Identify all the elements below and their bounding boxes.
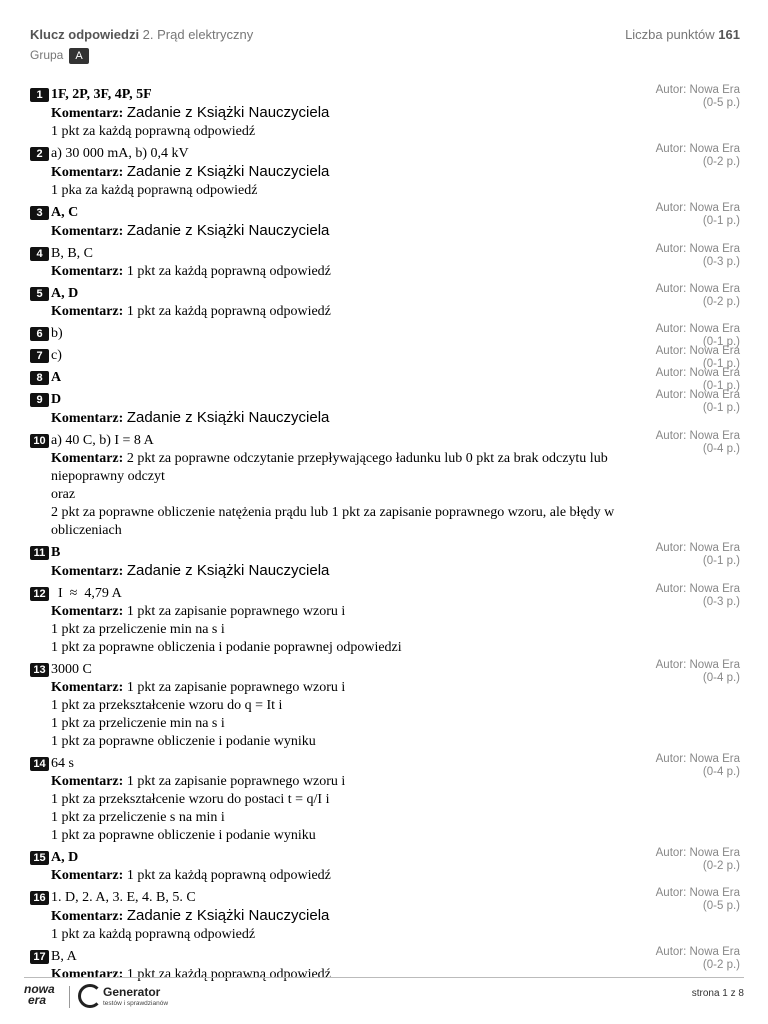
- task-author: Autor: Nowa Era: [655, 367, 740, 379]
- task-answer: I ≈ 4,79 A: [51, 586, 122, 601]
- comment-text: 1 pkt za przekształcenie wzoru do postaci t = q/I i: [51, 792, 330, 807]
- comment-line: [51, 303, 641, 321]
- task-points: (0-1 p.): [702, 402, 740, 414]
- page-header: [30, 27, 740, 42]
- task-answer: B: [51, 545, 61, 560]
- comment-line: [51, 639, 641, 657]
- task-item: [30, 948, 740, 984]
- task-author: Autor: Nowa Era: [655, 659, 740, 671]
- task-author: Autor: Nowa Era: [655, 283, 740, 295]
- comment-label: Komentarz:: [51, 967, 124, 982]
- comment-line: [51, 222, 641, 241]
- task-number: 3: [30, 206, 49, 220]
- comment-label: Komentarz:: [51, 680, 124, 695]
- task-number: 17: [30, 950, 49, 964]
- comment-text: 1 pkt za każdą poprawną odpowiedź: [51, 124, 256, 139]
- task-answer: b): [51, 326, 63, 341]
- comment-text: 1 pkt za poprawne obliczenie i podanie wyniku: [51, 828, 316, 843]
- task-answer: a) 30 000 mA, b) 0,4 kV: [51, 146, 189, 161]
- comment-text: 1 pkt za każdą poprawną odpowiedź: [126, 264, 331, 279]
- comment-text: 1 pkt za zapisanie poprawnego wzoru i: [126, 604, 346, 619]
- task-meta: [656, 753, 740, 779]
- comment-line: [51, 450, 641, 486]
- task-comment: [51, 163, 641, 200]
- task-points: (0-2 p.): [702, 860, 740, 872]
- comment-line: [51, 809, 641, 827]
- task-meta: [656, 283, 740, 309]
- comment-text: 1 pkt za przeliczenie min na s i: [51, 622, 225, 637]
- group-indicator: [30, 48, 89, 64]
- task-item: [30, 204, 740, 241]
- comment-text: 1 pkt za każdą poprawną odpowiedź: [126, 868, 331, 883]
- comment-line: [51, 182, 641, 200]
- task-number: 6: [30, 327, 49, 341]
- comment-line: [51, 926, 641, 944]
- task-answer: 1F, 2P, 3F, 4P, 5F: [51, 87, 152, 102]
- logo-line-2: era: [28, 993, 47, 1007]
- comment-line: [51, 715, 641, 733]
- task-comment: [51, 603, 641, 657]
- task-answer: 3000 C: [51, 662, 92, 677]
- points-value: 161: [718, 27, 740, 42]
- task-answer: A, C: [51, 205, 79, 220]
- comment-text: 1 pkt za przeliczenie s na min i: [51, 810, 225, 825]
- task-item: [30, 391, 740, 428]
- generator-title: Generator: [103, 985, 161, 999]
- task-item: [30, 432, 740, 540]
- task-points: (0-4 p.): [702, 766, 740, 778]
- task-comment: [51, 303, 641, 321]
- comment-label: Komentarz:: [51, 604, 124, 619]
- nowa-era-logo: [24, 984, 55, 1006]
- task-comment: [51, 409, 641, 428]
- comment-label: Komentarz:: [51, 411, 124, 426]
- task-points: (0-2 p.): [702, 959, 740, 971]
- comment-text: 1 pkt za poprawne obliczenia i podanie poprawnej odpowiedzi: [51, 640, 402, 655]
- comment-label: Komentarz:: [51, 909, 124, 924]
- comment-line: [51, 486, 641, 504]
- task-number: 7: [30, 349, 49, 363]
- task-meta: [656, 887, 740, 913]
- task-comment: [51, 263, 641, 281]
- task-item: [30, 367, 740, 392]
- comment-line: [51, 621, 641, 639]
- comment-text: 1 pkt za poprawne obliczenie i podanie wyniku: [51, 734, 316, 749]
- points-total: [625, 27, 740, 42]
- comment-source: Zadanie z Książki Nauczyciela: [126, 222, 330, 239]
- comment-text: 1 pkt za przekształcenie wzoru do q = It i: [51, 698, 283, 713]
- task-points: (0-1 p.): [702, 380, 740, 392]
- task-author: Autor: Nowa Era: [655, 243, 740, 255]
- task-author: Autor: Nowa Era: [655, 84, 740, 96]
- task-points: (0-4 p.): [702, 443, 740, 455]
- task-answer: a) 40 C, b) I = 8 A: [51, 433, 154, 448]
- task-comment: [51, 104, 641, 141]
- task-points: (0-1 p.): [702, 358, 740, 370]
- task-author: Autor: Nowa Era: [655, 143, 740, 155]
- task-meta: [656, 143, 740, 169]
- comment-label: Komentarz:: [51, 264, 124, 279]
- comment-line: [51, 409, 641, 428]
- task-comment: [51, 867, 641, 885]
- task-comment: [51, 773, 641, 845]
- task-points: (0-1 p.): [702, 215, 740, 227]
- task-number: 12: [30, 587, 49, 601]
- task-number: 1: [30, 88, 49, 102]
- task-item: [30, 323, 740, 348]
- comment-line: [51, 733, 641, 751]
- task-meta: [656, 243, 740, 269]
- task-answer: c): [51, 348, 62, 363]
- task-points: (0-1 p.): [702, 555, 740, 567]
- comment-line: [51, 263, 641, 281]
- task-answer: D: [51, 392, 62, 407]
- comment-line: [51, 773, 641, 791]
- comment-label: Komentarz:: [51, 451, 124, 466]
- doc-title-bold: Klucz odpowiedzi: [30, 27, 140, 42]
- task-author: Autor: Nowa Era: [655, 847, 740, 859]
- generator-g-icon: [78, 984, 102, 1008]
- comment-line: [51, 603, 641, 621]
- task-points: (0-1 p.): [702, 336, 740, 348]
- comment-line: [51, 907, 641, 926]
- comment-text: 1 pkt za każdą poprawną odpowiedź: [51, 927, 256, 942]
- task-item: [30, 849, 740, 885]
- task-points: (0-3 p.): [702, 256, 740, 268]
- comment-line: [51, 504, 641, 540]
- task-answer: 1. D, 2. A, 3. E, 4. B, 5. C: [51, 890, 196, 905]
- page-footer: [24, 977, 744, 1007]
- comment-line: [51, 104, 641, 123]
- task-number: 11: [30, 546, 49, 560]
- task-points: (0-3 p.): [702, 596, 740, 608]
- comment-line: [51, 966, 641, 984]
- comment-text: 1 pkt za każdą poprawną odpowiedź: [126, 304, 331, 319]
- comment-text: 2 pkt za poprawne odczytanie przepływającego ładunku lub 0 pkt za brak odczytu lub niepoprawny odczyt: [51, 451, 608, 484]
- comment-text: 1 pkt za zapisanie poprawnego wzoru i: [126, 680, 346, 695]
- comment-line: [51, 163, 641, 182]
- task-answer: 64 s: [51, 756, 74, 771]
- task-meta: [656, 659, 740, 685]
- doc-title: 2. Prąd elektryczny: [139, 27, 254, 42]
- comment-source: Zadanie z Książki Nauczyciela: [126, 163, 330, 180]
- comment-label: Komentarz:: [51, 304, 124, 319]
- task-item: [30, 585, 740, 657]
- task-number: 16: [30, 891, 49, 905]
- task-meta: [656, 583, 740, 609]
- task-item: [30, 145, 740, 200]
- task-author: Autor: Nowa Era: [655, 887, 740, 899]
- comment-source: Zadanie z Książki Nauczyciela: [126, 409, 330, 426]
- task-number: 5: [30, 287, 49, 301]
- comment-label: Komentarz:: [51, 224, 124, 239]
- task-meta: [656, 202, 740, 228]
- task-number: 14: [30, 757, 49, 771]
- task-points: (0-4 p.): [702, 672, 740, 684]
- comment-label: Komentarz:: [51, 774, 124, 789]
- task-item: [30, 661, 740, 751]
- task-comment: [51, 966, 641, 984]
- comment-text: 1 pkt za zapisanie poprawnego wzoru i: [126, 774, 346, 789]
- task-item: [30, 889, 740, 944]
- task-meta: [656, 847, 740, 873]
- task-points: (0-5 p.): [702, 97, 740, 109]
- task-author: Autor: Nowa Era: [655, 946, 740, 958]
- task-item: [30, 245, 740, 281]
- comment-source: Zadanie z Książki Nauczyciela: [126, 104, 330, 121]
- comment-text: 1 pkt za każdą poprawną odpowiedź: [126, 967, 331, 982]
- comment-label: Komentarz:: [51, 165, 124, 180]
- task-author: Autor: Nowa Era: [655, 202, 740, 214]
- task-number: 4: [30, 247, 49, 261]
- comment-text: 1 pka za każdą poprawną odpowiedź: [51, 183, 258, 198]
- task-answer: A: [51, 370, 62, 385]
- comment-source: Zadanie z Książki Nauczyciela: [126, 907, 330, 924]
- comment-label: Komentarz:: [51, 106, 124, 121]
- task-answer: A, D: [51, 850, 79, 865]
- task-number: 8: [30, 371, 49, 385]
- task-author: Autor: Nowa Era: [655, 323, 740, 335]
- task-answer: B, A: [51, 949, 77, 964]
- logo-line-1: nowa: [24, 982, 55, 996]
- task-meta: [656, 946, 740, 972]
- comment-line: [51, 562, 641, 581]
- task-number: 13: [30, 663, 49, 677]
- points-label: Liczba punktów: [625, 27, 719, 42]
- comment-text: 2 pkt za poprawne obliczenie natężenia prądu lub 1 pkt za zapisanie poprawnego wzoru, ale błędy w obliczeniach: [51, 505, 615, 538]
- task-number: 10: [30, 434, 49, 448]
- task-number: 15: [30, 851, 49, 865]
- task-number: 2: [30, 147, 49, 161]
- comment-line: [51, 697, 641, 715]
- comment-line: [51, 123, 641, 141]
- task-meta: [656, 389, 740, 415]
- answer-list: [30, 86, 740, 988]
- task-author: Autor: Nowa Era: [655, 345, 740, 357]
- task-points: (0-2 p.): [702, 156, 740, 168]
- task-number: 9: [30, 393, 49, 407]
- task-item: [30, 755, 740, 845]
- comment-line: [51, 827, 641, 845]
- task-author: Autor: Nowa Era: [655, 753, 740, 765]
- comment-label: Komentarz:: [51, 868, 124, 883]
- group-badge: A: [69, 48, 88, 64]
- task-comment: [51, 562, 641, 581]
- logo-divider: [69, 986, 70, 1008]
- comment-line: [51, 679, 641, 697]
- task-item: [30, 285, 740, 321]
- task-meta: [656, 542, 740, 568]
- task-author: Autor: Nowa Era: [655, 430, 740, 442]
- task-meta: [656, 84, 740, 110]
- comment-line: [51, 791, 641, 809]
- task-item: [30, 544, 740, 581]
- task-answer: B, B, C: [51, 246, 94, 261]
- comment-line: [51, 867, 641, 885]
- task-comment: [51, 679, 641, 751]
- task-author: Autor: Nowa Era: [655, 583, 740, 595]
- comment-text: 1 pkt za przeliczenie min na s i: [51, 716, 225, 731]
- task-points: (0-2 p.): [702, 296, 740, 308]
- task-points: (0-5 p.): [702, 900, 740, 912]
- task-comment: [51, 222, 641, 241]
- generator-subtitle: testów i sprawdzianów: [103, 1000, 169, 1007]
- task-answer: A, D: [51, 286, 79, 301]
- task-comment: [51, 907, 641, 944]
- task-item: [30, 345, 740, 370]
- task-author: Autor: Nowa Era: [655, 542, 740, 554]
- comment-text: oraz: [51, 487, 76, 502]
- group-label: Grupa: [30, 48, 64, 62]
- task-meta: [656, 430, 740, 456]
- comment-label: Komentarz:: [51, 564, 124, 579]
- page-number: strona 1 z 8: [691, 988, 744, 999]
- comment-source: Zadanie z Książki Nauczyciela: [126, 562, 330, 579]
- task-item: [30, 86, 740, 141]
- task-comment: [51, 450, 641, 540]
- task-author: Autor: Nowa Era: [655, 389, 740, 401]
